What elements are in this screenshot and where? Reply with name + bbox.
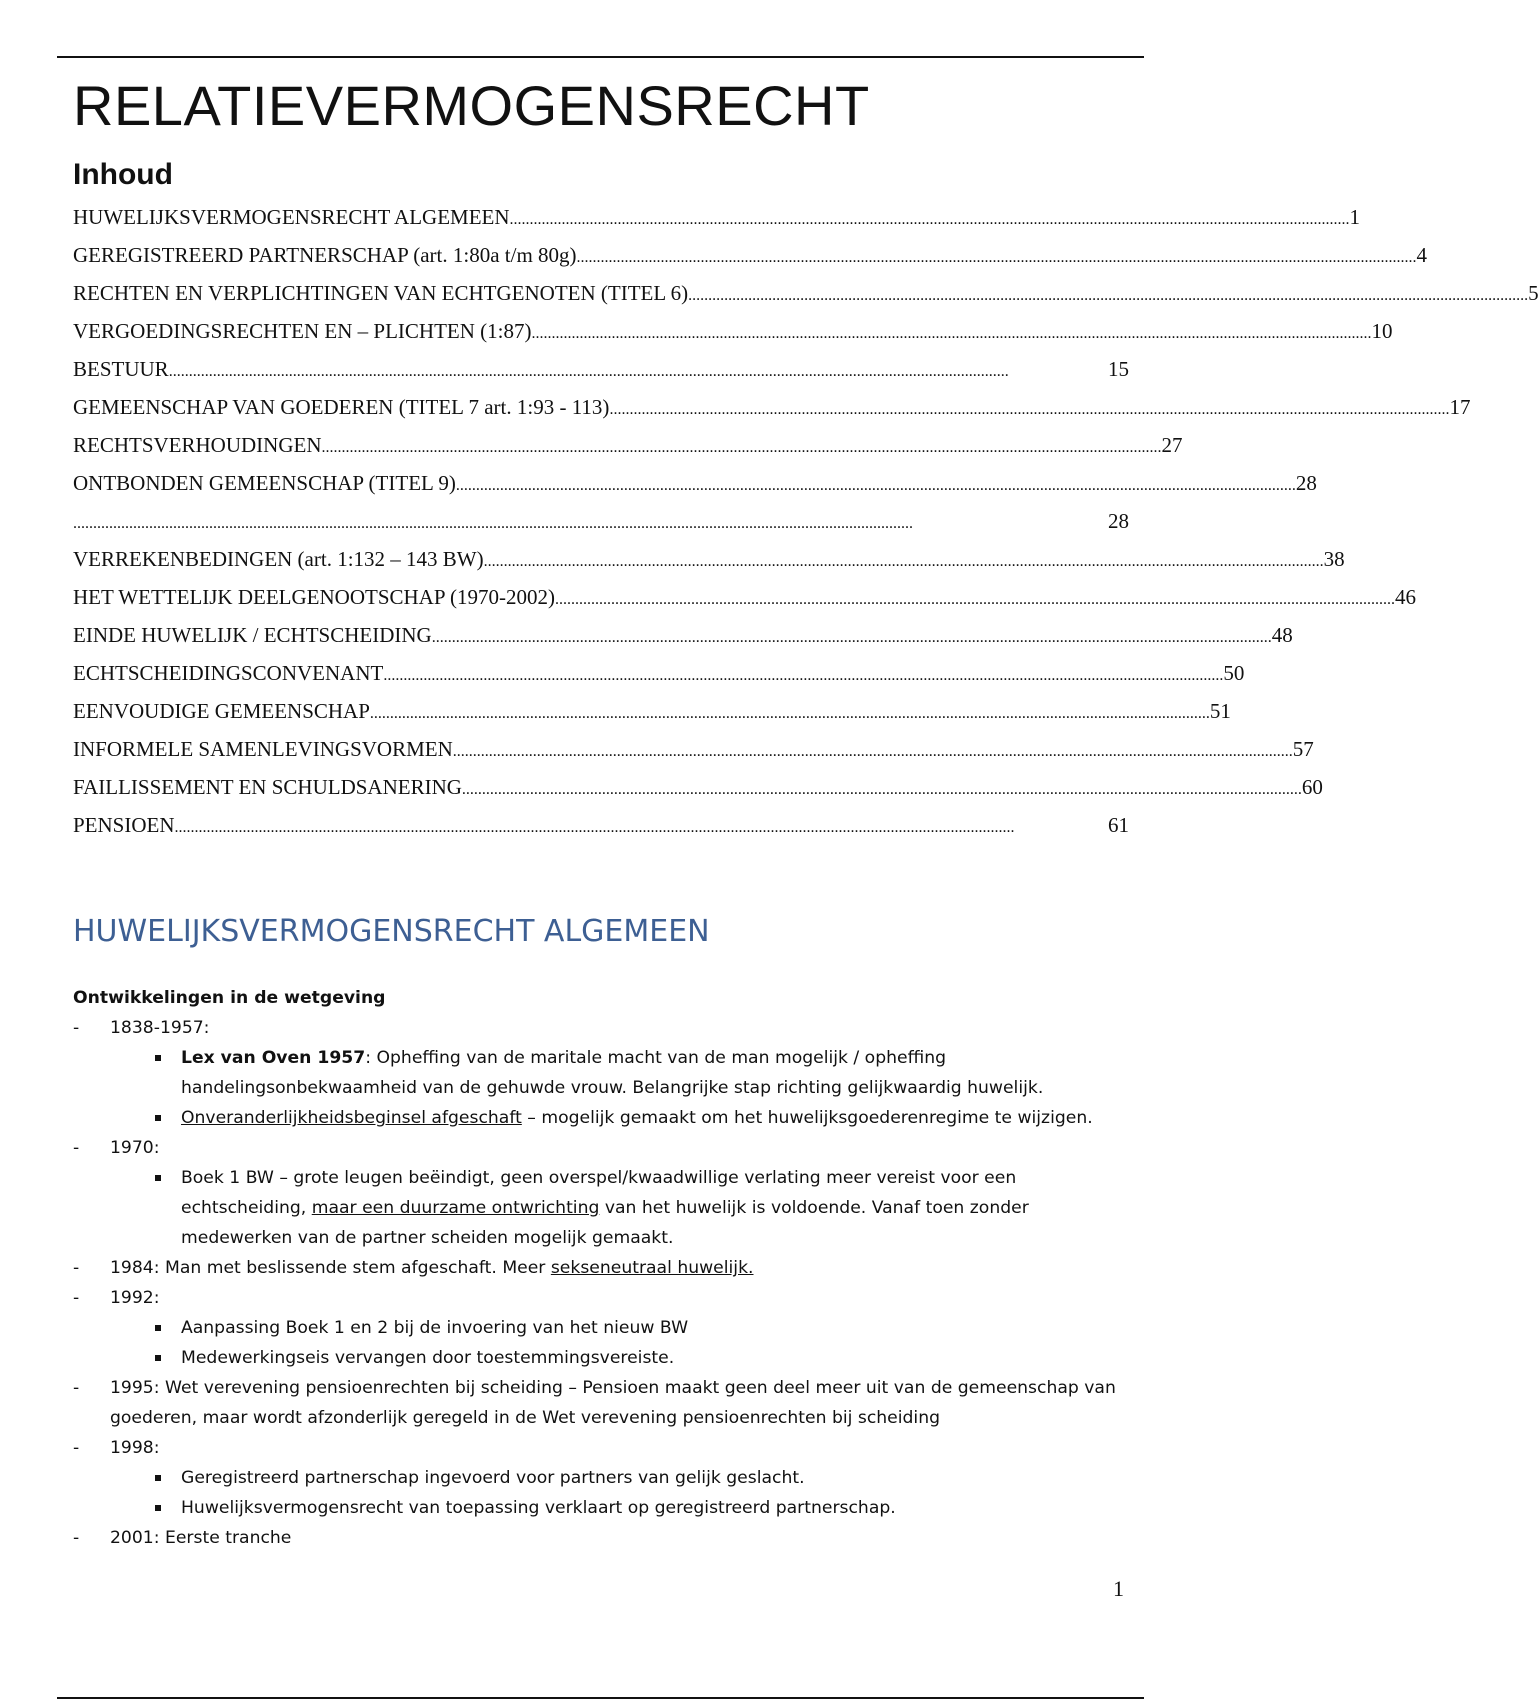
toc-entry[interactable]	[73, 274, 1539, 312]
section-body	[73, 983, 1129, 1553]
toc-entry-page: 5	[1528, 281, 1539, 306]
list-item-1998: - 1998:	[73, 1433, 1129, 1463]
toc-entry-title: ECHTSCHEIDINGSCONVENANT	[73, 661, 384, 686]
toc-leader-dots: ..................................................................................................................................................................................................................	[554, 591, 1395, 609]
toc-entry[interactable]	[73, 350, 1129, 388]
toc-entry-page: 60	[1301, 775, 1323, 800]
toc-entry-page: 57	[1292, 737, 1314, 762]
toc-entry-title: FAILLISSEMENT EN SCHULDSANERING	[73, 775, 462, 800]
toc-entry[interactable]	[73, 540, 1345, 578]
toc-heading: Inhoud	[73, 158, 173, 192]
toc-leader-dots: ..................................................................................................................................................................................................................	[531, 325, 1372, 343]
bullet-text: – mogelijk gemaakt om het huwelijksgoederenregime te wijzigen.	[521, 1108, 1093, 1129]
toc-entry-page: 15	[1108, 357, 1129, 382]
toc-leader-dots: ..................................................................................................................................................................................................................	[688, 287, 1529, 305]
list-item-1995: - 1995: Wet verevening pensioenrechten bij scheiding – Pensioen maakt geen deel meer uit van de gemeenschap van goederen, maar wordt afzonderlijk geregeld in de Wet verevening pensioenrechten bij scheiding	[73, 1373, 1129, 1433]
toc-entry[interactable]	[73, 426, 1183, 464]
toc-entry-page: 27	[1161, 433, 1183, 458]
toc-leader-dots: ..................................................................................................................................................................................................................	[174, 819, 1015, 837]
bullet-boek-1	[73, 1163, 1129, 1253]
toc-entry[interactable]	[73, 312, 1393, 350]
toc-entry[interactable]	[73, 768, 1323, 806]
item-underlined-text: sekseneutraal huwelijk.	[550, 1258, 754, 1279]
section-title: HUWELIJKSVERMOGENSRECHT ALGEMEEN	[73, 914, 710, 950]
toc-entry-title: VERGOEDINGSRECHTEN EN – PLICHTEN (1:87)	[73, 319, 532, 344]
toc-entry-page: 61	[1108, 813, 1129, 838]
toc-leader-dots: ..................................................................................................................................................................................................................	[383, 667, 1224, 685]
bullet-bold-text: Lex van Oven 1957	[181, 1048, 366, 1069]
toc-entry-page: 50	[1223, 661, 1245, 686]
toc-leader-dots: ..................................................................................................................................................................................................................	[73, 515, 913, 533]
toc-entry[interactable]	[73, 236, 1428, 274]
toc-entry[interactable]	[73, 578, 1416, 616]
toc-leader-dots: ..................................................................................................................................................................................................................	[369, 705, 1210, 723]
bullet-underlined-text: maar een duurzame ontwrichting	[311, 1198, 600, 1219]
toc-entry-title: GEREGISTREERD PARTNERSCHAP (art. 1:80a t/m 80g)	[73, 243, 577, 268]
toc-entry-title: BESTUUR	[73, 357, 169, 382]
bullet-aanpassing: Aanpassing Boek 1 en 2 bij de invoering van het nieuw BW	[73, 1313, 1129, 1343]
list-item-1838: - 1838-1957:	[73, 1013, 1129, 1043]
toc-entry[interactable]	[73, 464, 1317, 502]
toc-entry-title: EENVOUDIGE GEMEENSCHAP	[73, 699, 370, 724]
item-text: 1984: Man met beslissende stem afgeschaft. Meer	[110, 1258, 551, 1279]
toc-leader-dots: ..................................................................................................................................................................................................................	[483, 553, 1324, 571]
toc-entry[interactable]	[73, 502, 1129, 540]
toc-leader-dots: ..................................................................................................................................................................................................................	[431, 629, 1272, 647]
toc-entry-title: ONTBONDEN GEMEENSCHAP (TITEL 9)	[73, 471, 456, 496]
bullet-text: van het huwelijk is voldoende. Vanaf toen zonder medewerken van de partner scheiden mogelijk gemaakt.	[181, 1198, 1029, 1249]
toc-leader-dots: ..................................................................................................................................................................................................................	[576, 249, 1417, 267]
toc-entry-page: 28	[1295, 471, 1317, 496]
toc-entry-title: EINDE HUWELIJK / ECHTSCHEIDING	[73, 623, 432, 648]
toc-entry-title: GEMEENSCHAP VAN GOEDEREN (TITEL 7 art. 1:93 - 113)	[73, 395, 610, 420]
toc-entry-title: PENSIOEN	[73, 813, 175, 838]
toc-entry[interactable]	[73, 616, 1293, 654]
toc-entry-title: VERREKENBEDINGEN (art. 1:132 – 143 BW)	[73, 547, 484, 572]
toc-entry-page: 10	[1371, 319, 1393, 344]
toc-entry-page: 51	[1209, 699, 1231, 724]
bottom-rule	[57, 1697, 1144, 1699]
bullet-medewerkingseis: Medewerkingseis vervangen door toestemmingsvereiste.	[73, 1343, 1129, 1373]
document-page	[73, 64, 1539, 1553]
toc-entry-page: 48	[1271, 623, 1293, 648]
toc-entry-title: HET WETTELIJK DEELGENOOTSCHAP (1970-2002)	[73, 585, 555, 610]
toc-entry[interactable]	[73, 806, 1129, 844]
toc-entry-title: INFORMELE SAMENLEVINGSVORMEN	[73, 737, 453, 762]
toc-entry-page: 1	[1349, 205, 1361, 230]
toc-entry-title: RECHTEN EN VERPLICHTINGEN VAN ECHTGENOTEN (TITEL 6)	[73, 281, 689, 306]
toc-entry-page: 38	[1323, 547, 1345, 572]
toc-leader-dots: ..................................................................................................................................................................................................................	[509, 211, 1350, 229]
toc-entry-page: 46	[1394, 585, 1416, 610]
toc-entry-page: 28	[1108, 509, 1129, 534]
bullet-lex-van-oven	[73, 1043, 1129, 1103]
toc-entry[interactable]	[73, 388, 1471, 426]
toc-entry-page: 4	[1416, 243, 1428, 268]
list-item-1970: - 1970:	[73, 1133, 1129, 1163]
toc-entry-title: HUWELIJKSVERMOGENSRECHT ALGEMEEN	[73, 205, 510, 230]
toc-entry[interactable]	[73, 654, 1245, 692]
bullet-text: : Opheffing van de maritale macht van de man mogelijk / opheffing handelingsonbekwaamheid van de gehuwde vrouw. Belangrijke stap richting gelijkwaardig huwelijk.	[181, 1048, 1044, 1099]
bullet-text: Boek 1 BW – grote leugen beëindigt, geen overspel/kwaadwillige verlating meer vereist voor een echtscheiding,	[181, 1168, 1017, 1219]
table-of-contents	[73, 198, 1539, 844]
toc-leader-dots: ..................................................................................................................................................................................................................	[168, 363, 1009, 381]
bullet-huwelijksvermogensrecht: Huwelijksvermogensrecht van toepassing verklaart op geregistreerd partnerschap.	[73, 1493, 1129, 1523]
toc-entry[interactable]	[73, 692, 1231, 730]
toc-entry-page: 17	[1449, 395, 1471, 420]
list-item-1984	[73, 1253, 1129, 1283]
sub-heading-legislation: Ontwikkelingen in de wetgeving	[73, 988, 386, 1009]
toc-leader-dots: ..................................................................................................................................................................................................................	[455, 477, 1296, 495]
list-item-1992: - 1992:	[73, 1283, 1129, 1313]
toc-entry[interactable]	[73, 198, 1361, 236]
document-title: RELATIEVERMOGENSRECHT	[73, 74, 870, 137]
toc-leader-dots: ..................................................................................................................................................................................................................	[609, 401, 1450, 419]
bullet-underlined-text: Onveranderlijkheidsbeginsel afgeschaft	[181, 1108, 522, 1129]
top-rule	[57, 56, 1144, 58]
bullet-geregistreerd: Geregistreerd partnerschap ingevoerd voor partners van gelijk geslacht.	[73, 1463, 1129, 1493]
toc-leader-dots: ..................................................................................................................................................................................................................	[452, 743, 1293, 761]
bullet-onveranderlijkheid	[73, 1103, 1129, 1133]
toc-leader-dots: ..................................................................................................................................................................................................................	[321, 439, 1162, 457]
toc-entry-title: RECHTSVERHOUDINGEN	[73, 433, 322, 458]
list-item-2001: - 2001: Eerste tranche	[73, 1523, 1129, 1553]
page-number: 1	[1113, 1576, 1124, 1601]
toc-entry[interactable]	[73, 730, 1314, 768]
toc-leader-dots: ..................................................................................................................................................................................................................	[461, 781, 1302, 799]
